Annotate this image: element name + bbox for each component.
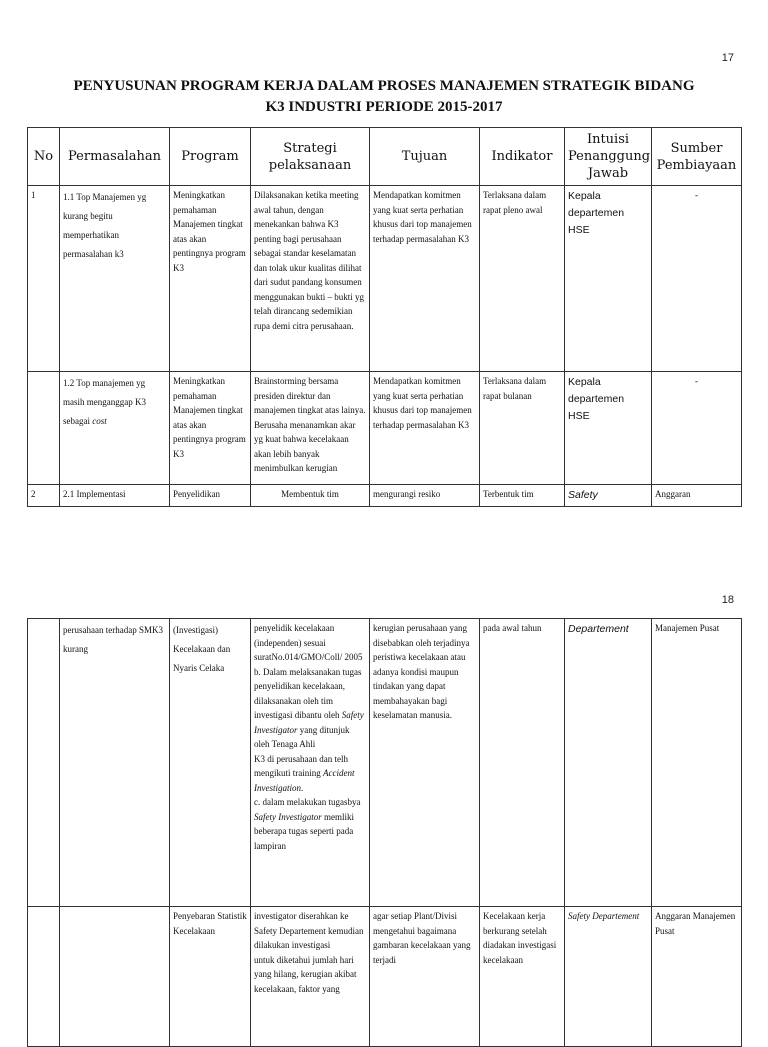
- cell-strategi: Membentuk tim: [251, 485, 370, 507]
- header-intuisi: Intuisi Penanggung Jawab: [565, 128, 652, 186]
- header-strategi: Strategi pelaksanaan: [251, 128, 370, 186]
- cell-permasalahan: [60, 372, 170, 485]
- page-number: 17: [721, 52, 734, 64]
- strategi-line: [254, 665, 366, 752]
- cell-permasalahan: 2.1 Implementasi: [60, 485, 170, 507]
- page-gap: [0, 560, 768, 580]
- cell-indikator: Terlaksana dalam rapat bulanan: [480, 372, 565, 485]
- cell-permasalahan: [60, 907, 170, 1047]
- cell-strategi: Dilaksanakan ketika meeting awal tahun, dengan menekankan bahwa K3 penting bagi perusahaan sebagai standar keselamatan dan tolak ukur kualitas dilihat dari sudut pandang konsumen menggunakan bukti – bukti yg telah dirancang sedemikian rupa demi citra perusahaan.: [251, 186, 370, 372]
- cell-tujuan: mengurangi resiko: [370, 485, 480, 507]
- cell-program: Meningkatkan pemahaman Manajemen tingkat atas akan pentingnya program K3: [170, 372, 251, 485]
- page-number: 18: [721, 594, 734, 606]
- strategi-line: [254, 752, 366, 796]
- table-row: [28, 907, 742, 1047]
- cell-indikator: Kecelakaan kerja berkurang setelah diadakan investigasi kecelakaan: [480, 907, 565, 1047]
- cell-program: Meningkatkan pemahaman Manajemen tingkat atas akan pentingnya program K3: [170, 186, 251, 372]
- table-row: [28, 485, 742, 507]
- cell-strategi: [251, 619, 370, 907]
- strategi-text: K3 di perusahaan dan telh mengikuti training: [254, 753, 351, 778]
- cell-indikator: pada awal tahun: [480, 619, 565, 907]
- document-page-18: [0, 580, 768, 1024]
- cell-penanggung-jawab: Kepala departemen HSE: [565, 186, 652, 372]
- cell-tujuan: agar setiap Plant/Divisi mengetahui bagaimana gambaran kecelakaan yang terjadi: [370, 907, 480, 1047]
- cell-strategi: [251, 907, 370, 1047]
- strategi-text: c. dalam melakukan tugasbya: [254, 797, 361, 807]
- cell-sumber: -: [652, 186, 742, 372]
- cell-no: 1: [28, 186, 60, 372]
- cell-sumber: -: [652, 372, 742, 485]
- strategi-line: penyelidik kecelakaan (independen) sesuai suratNo.014/GMO/Coll/ 2005: [254, 623, 363, 662]
- strategi-line: untuk diketahui jumlah hari yang hilang, kerugian akibat kecelakaan, faktor yang: [254, 954, 359, 994]
- permasalahan-italic: cost: [92, 416, 107, 426]
- strategi-line: [254, 795, 366, 853]
- document-title: [27, 76, 741, 118]
- cell-permasalahan: 1.1 Top Manajemen yg kurang begitu memperhatikan permasalahan k3: [60, 186, 170, 372]
- cell-tujuan: Mendapatkan komitmen yang kuat serta perhatian khusus dari top manajemen terhadap permasalahan K3: [370, 186, 480, 372]
- header-sumber: Sumber Pembiayaan: [652, 128, 742, 186]
- title-line-2: K3 INDUSTRI PERIODE 2015-2017: [265, 99, 503, 115]
- cell-program: Penyebaran Statistik Kecelakaan: [170, 907, 251, 1047]
- cell-sumber: Anggaran: [652, 485, 742, 507]
- cell-tujuan: kerugian perusahaan yang disebabkan oleh terjadinya peristiwa kecelakaan atau adanya kondisi maupun tindakan yang dapat membahayakan bagi keselamatan manusia.: [370, 619, 480, 907]
- cell-no: [28, 619, 60, 907]
- cell-strategi: Brainstorming bersama presiden direktur dan manajemen tingkat atas lainya. Berusaha menanamkan akar yg kuat bahwa kecelakaan akan lebih banyak menimbulkan kerugian: [251, 372, 370, 485]
- cell-no: 2: [28, 485, 60, 507]
- table-row: [28, 186, 742, 372]
- header-no: No: [28, 128, 60, 186]
- strategi-period: .: [301, 782, 304, 793]
- strategi-italic: Safety Investigator: [254, 710, 366, 735]
- cell-indikator: Terlaksana dalam rapat pleno awal: [480, 186, 565, 372]
- cell-penanggung-jawab: Kepala departemen HSE: [565, 372, 652, 485]
- cell-sumber: Anggaran Manajemen Pusat: [652, 907, 742, 1047]
- strategi-line: investigator diserahkan ke Safety Departement kemudian dilakukan investigasi: [254, 911, 366, 950]
- table-row: [28, 619, 742, 907]
- permasalahan-text: 1.2 Top manajemen yg masih menganggap K3 sebagai: [63, 378, 146, 426]
- strategi-italic: Safety Investigator: [254, 811, 322, 822]
- strategi-italic: Accident Investigation: [254, 768, 357, 793]
- cell-indikator: Terbentuk tim: [480, 485, 565, 507]
- cell-no: [28, 372, 60, 485]
- strategi-text: yang ditunjuk oleh Tenaga Ahli: [254, 724, 352, 749]
- table-row: [28, 372, 742, 485]
- title-line-1: PENYUSUNAN PROGRAM KERJA DALAM PROSES MANAJEMEN STRATEGIK BIDANG: [73, 78, 695, 94]
- strategi-text: b. Dalam melaksanakan tugas penyelidikan kecelakaan, dilaksanakan oleh tim investigasi dibantu oleh: [254, 666, 364, 720]
- program-table-page-17: [27, 127, 742, 507]
- cell-program: (Investigasi) Kecelakaan dan Nyaris Celaka: [170, 619, 251, 907]
- header-indikator: Indikator: [480, 128, 565, 186]
- cell-penanggung-jawab: Departement: [565, 619, 652, 907]
- cell-sumber: Manajemen Pusat: [652, 619, 742, 907]
- header-program: Program: [170, 128, 251, 186]
- header-tujuan: Tujuan: [370, 128, 480, 186]
- cell-tujuan: Mendapatkan komitmen yang kuat serta perhatian khusus dari top manajemen terhadap permasalahan K3: [370, 372, 480, 485]
- cell-permasalahan: perusahaan terhadap SMK3 kurang: [60, 619, 170, 907]
- cell-penanggung-jawab: Safety: [565, 485, 652, 507]
- cell-penanggung-jawab: Safety Departement: [565, 907, 652, 1047]
- header-permasalahan: Permasalahan: [60, 128, 170, 186]
- cell-program: Penyelidikan: [170, 485, 251, 507]
- cell-no: [28, 907, 60, 1047]
- program-table-page-18: [27, 618, 742, 1047]
- strategi-text: memliki beberapa tugas seperti pada lampiran: [254, 811, 357, 851]
- table-header-row: [28, 128, 742, 186]
